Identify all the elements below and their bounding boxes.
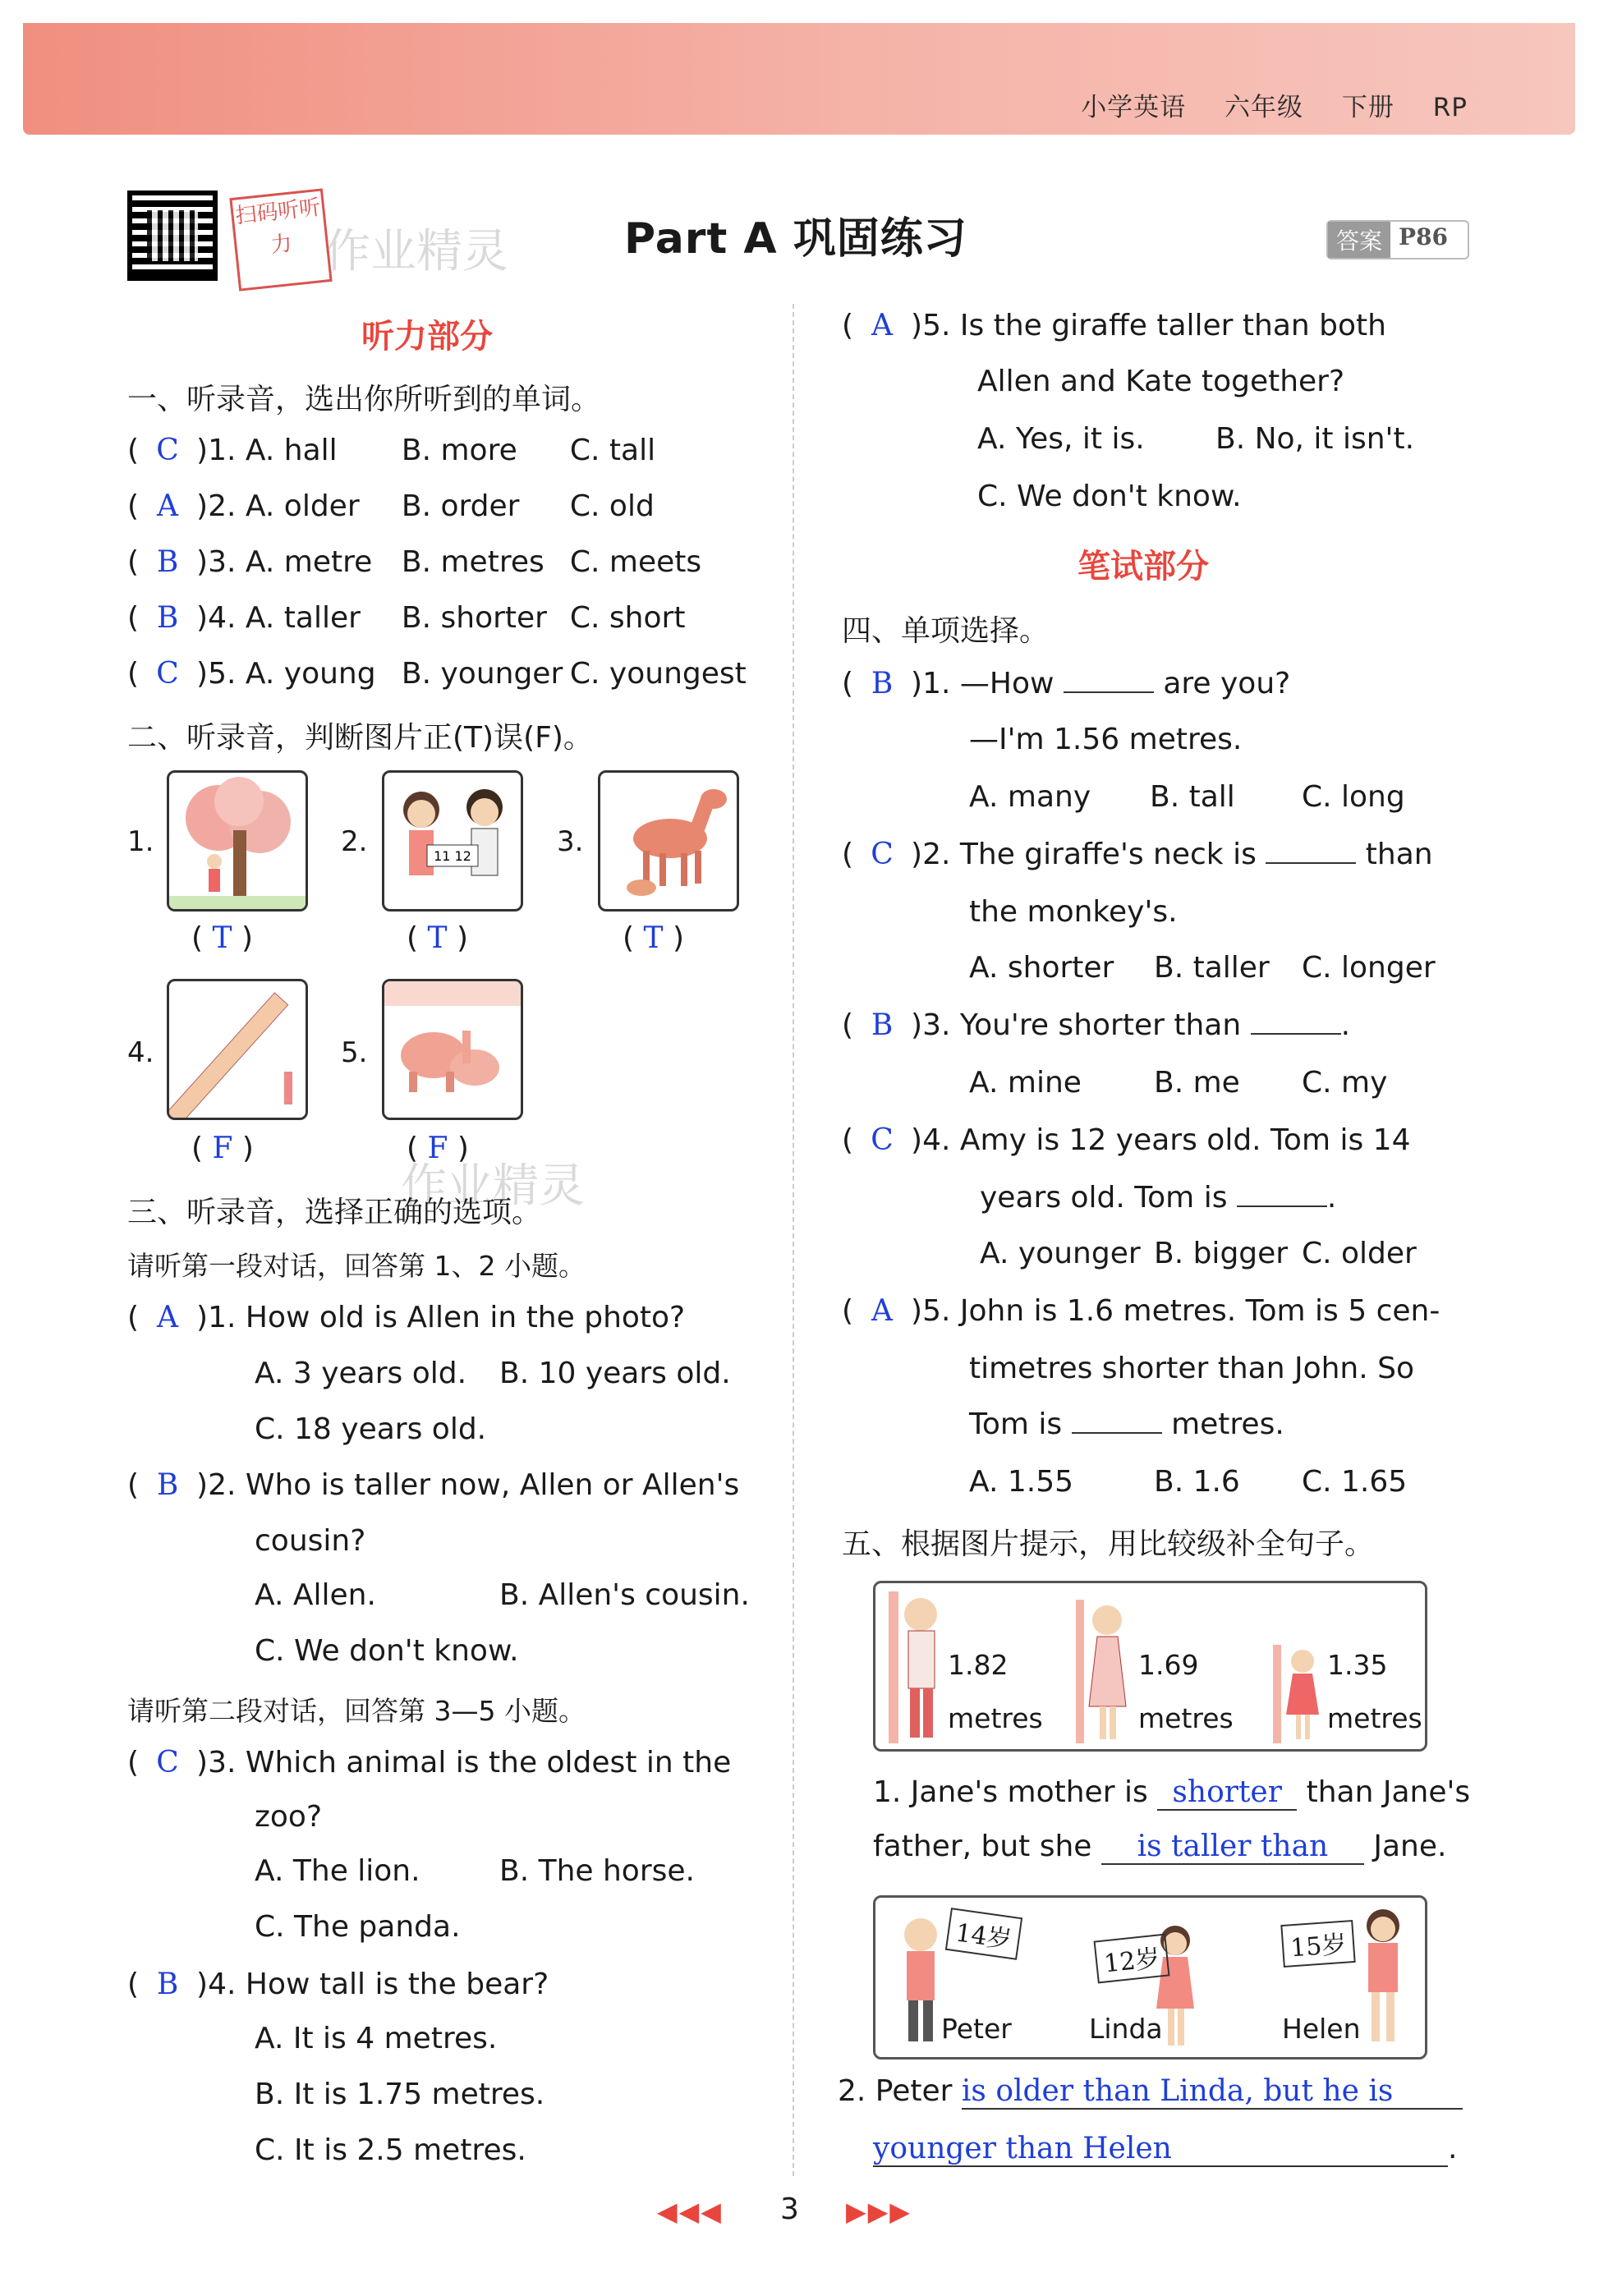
header-grade: 六年级 [1225, 93, 1304, 122]
tf-answer: ( F ) [407, 1132, 469, 1165]
height-2-unit: metres [1138, 1702, 1234, 1734]
sentence-2-line1: 2. Peter is older than Linda, but he is [838, 2074, 1463, 2110]
header-volume: 下册 [1341, 93, 1395, 122]
pic-number: 2. [341, 825, 368, 858]
height-1: 1.82 [948, 1649, 1009, 1681]
height-1-unit: metres [948, 1702, 1043, 1734]
prev-page-arrows[interactable]: ◀◀◀ [657, 2196, 723, 2227]
part4-q4-options: A. younger B. bigger C. older [980, 1237, 1417, 1270]
age-sign-peter: 14岁 [945, 1908, 1023, 1960]
part3-q5-options: A. Yes, it is. B. No, it isn't. [977, 422, 1415, 456]
part3-q2-options: A. Allen. B. Allen's cousin. [255, 1578, 750, 1612]
column-divider [793, 304, 794, 2176]
sentence-2-line2: younger than Helen . [873, 2132, 1458, 2165]
sentence-1-line2: father, but she is taller than Jane. [873, 1830, 1447, 1863]
part4-q5-cont2: Tom is metres. [969, 1407, 1284, 1441]
height-2: 1.69 [1138, 1649, 1199, 1681]
listening-section-title: 听力部分 [361, 318, 493, 356]
watermark-2: 作业精灵 [401, 1159, 585, 1213]
part4-title: 四、单项选择。 [842, 614, 1050, 648]
picture-two-kids [382, 770, 523, 912]
girl-helen-figure [1352, 1906, 1413, 2050]
header-subject: 小学英语 [1081, 93, 1187, 122]
part3-q4-option-c: C. It is 2.5 metres. [255, 2133, 526, 2167]
part3-q5: ( A )5. Is the giraffe taller than both [842, 309, 1386, 342]
part4-q2-cont: the monkey's. [969, 895, 1178, 929]
part4-q2: ( C )2. The giraffe's neck is than [842, 838, 1433, 871]
part3-q3-options: A. The lion. B. The horse. [255, 1854, 695, 1888]
part4-q2-options: A. shorter B. taller C. longer [969, 951, 1436, 985]
heights-figure [873, 1581, 1427, 1752]
pic2-cards: 11 12 [434, 848, 471, 864]
part3-q3-cont: zoo? [255, 1800, 323, 1834]
pic-number: 5. [341, 1036, 368, 1069]
part1-item: ( B )4. A. taller B. shorter C. short [127, 601, 686, 635]
age-sign-linda: 12岁 [1094, 1934, 1170, 1984]
pic-number: 4. [127, 1036, 154, 1069]
dialogue2-note: 请听第二段对话，回答第 3—5 小题。 [127, 1695, 586, 1727]
woman-figure [1073, 1600, 1138, 1743]
name-linda: Linda [1089, 2013, 1163, 2045]
tf-answer: ( T ) [407, 921, 469, 955]
part4-q1: ( B )1. —How are you? [842, 667, 1291, 700]
page-number: 3 [780, 2193, 799, 2226]
part4-q5-options: A. 1.55 B. 1.6 C. 1.65 [969, 1465, 1408, 1499]
part3-q2-option-c: C. We don't know. [255, 1634, 519, 1668]
qr-code-icon[interactable] [127, 191, 218, 281]
part4-q1-reply: —I'm 1.56 metres. [969, 723, 1243, 756]
part4-q5-cont: timetres shorter than John. So [969, 1352, 1415, 1385]
height-3-unit: metres [1327, 1702, 1422, 1734]
part4-q4-cont: years old. Tom is . [980, 1181, 1337, 1215]
header-info [1051, 86, 1468, 123]
part4-q1-options: A. many B. tall C. long [969, 780, 1405, 814]
part3-q5-cont: Allen and Kate together? [977, 365, 1345, 398]
part3-q3-option-c: C. The panda. [255, 1910, 461, 1944]
height-3: 1.35 [1327, 1649, 1388, 1681]
ages-figure [873, 1895, 1427, 2060]
header-edition: RP [1432, 93, 1468, 122]
picture-ruler [167, 979, 308, 1120]
picture-elephants [382, 979, 523, 1120]
part1-item: ( B )3. A. metre B. metres C. meets [127, 545, 702, 579]
part3-title: 三、听录音，选择正确的选项。 [127, 1196, 542, 1229]
part1-item: ( A )2. A. older B. order C. old [127, 489, 655, 523]
name-peter: Peter [941, 2013, 1012, 2045]
answer-page: P86 [1399, 223, 1449, 250]
part3-q2-cont: cousin? [255, 1524, 366, 1558]
girl-figure [1270, 1645, 1331, 1743]
part4-q3: ( B )3. You're shorter than . [842, 1008, 1351, 1042]
part1-item: ( C )1. A. hall B. more C. tall [127, 434, 656, 467]
part3-q1-option-c: C. 18 years old. [255, 1412, 487, 1446]
answer-reference[interactable] [1326, 220, 1469, 259]
page-title: Part A 巩固练习 [624, 214, 967, 264]
part3-q2: ( B )2. Who is taller now, Allen or Allen's [127, 1468, 740, 1502]
part4-q5: ( A )5. John is 1.6 metres. Tom is 5 cen- [842, 1294, 1440, 1328]
scan-listen-stamp: 扫码听听力 [229, 188, 332, 291]
part1-item: ( C )5. A. young B. younger C. youngest [127, 657, 747, 691]
part4-q4: ( C )4. Amy is 12 years old. Tom is 14 [842, 1123, 1411, 1157]
next-page-arrows[interactable]: ▶▶▶ [846, 2196, 912, 2227]
age-sign-helen: 15岁 [1280, 1920, 1356, 1968]
part3-q1: ( A )1. How old is Allen in the photo? [127, 1301, 686, 1334]
dialogue1-note: 请听第一段对话，回答第 1、2 小题。 [127, 1250, 586, 1282]
pic-number: 3. [557, 825, 584, 858]
part3-q4-option-b: B. It is 1.75 metres. [255, 2078, 545, 2111]
tf-answer: ( T ) [191, 921, 254, 955]
part3-q4: ( B )4. How tall is the bear? [127, 1968, 549, 2001]
tf-answer: ( T ) [623, 921, 685, 955]
written-section-title: 笔试部分 [1077, 548, 1209, 585]
answer-label: 答案 [1328, 222, 1390, 258]
part3-q3: ( C )3. Which animal is the oldest in the [127, 1746, 732, 1779]
tf-answer: ( F ) [191, 1132, 254, 1165]
part4-q3-options: A. mine B. me C. my [969, 1066, 1388, 1100]
picture-horse-dog [598, 770, 739, 912]
part2-title: 二、听录音，判断图片正(T)误(F)。 [127, 721, 593, 755]
tall-man-figure [884, 1591, 958, 1743]
watermark: 作业精灵 [324, 225, 508, 278]
pic-number: 1. [127, 825, 154, 858]
part3-q5-option-c: C. We don't know. [977, 480, 1242, 513]
name-helen: Helen [1282, 2013, 1361, 2045]
part3-q4-option-a: A. It is 4 metres. [255, 2022, 498, 2055]
sentence-1-line1: 1. Jane's mother is shorter than Jane's [873, 1775, 1471, 1809]
part3-q1-options: A. 3 years old. B. 10 years old. [255, 1357, 731, 1390]
part5-title: 五、根据图片提示，用比较级补全句子。 [842, 1527, 1375, 1561]
part1-title: 一、听录音，选出你所听到的单词。 [127, 383, 601, 416]
picture-tree-kid [167, 770, 308, 912]
